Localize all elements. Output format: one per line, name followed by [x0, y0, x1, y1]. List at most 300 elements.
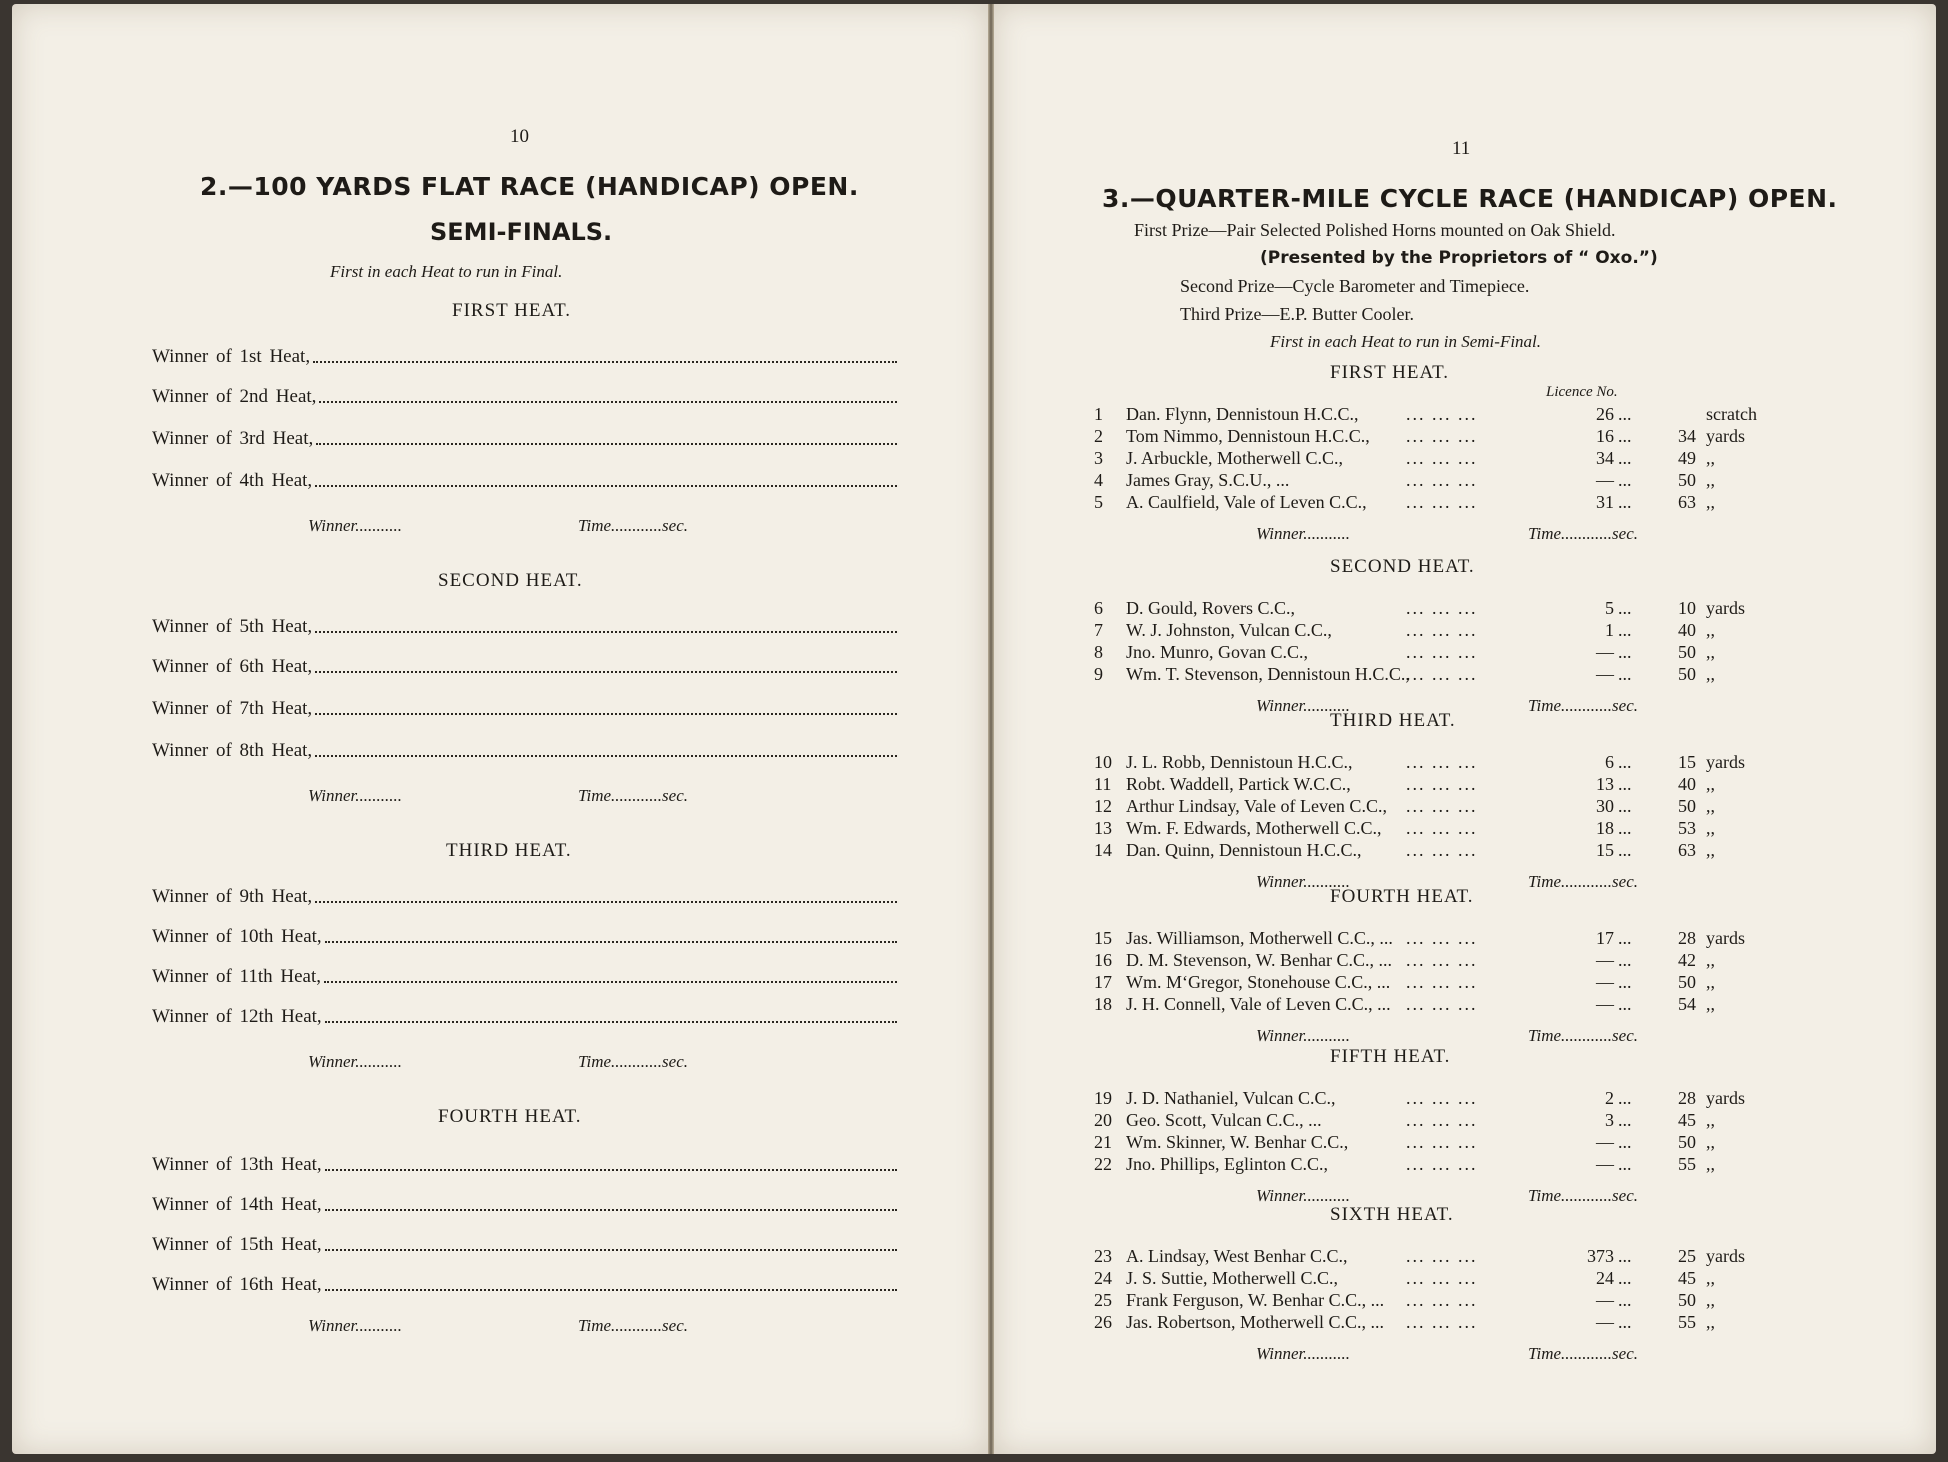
heat-title: SECOND HEAT.: [438, 570, 583, 591]
handicap-yards: 34: [1678, 426, 1696, 446]
fill-in-dots: [325, 1021, 897, 1023]
rider-number: 26: [1094, 1312, 1112, 1332]
rider-row: [1076, 796, 1856, 818]
rider-number: 5: [1094, 492, 1103, 512]
rider-row: [1076, 950, 1856, 972]
rider-name: Wm. M‘Gregor, Stonehouse C.C., ...: [1126, 972, 1391, 992]
rider-row: [1076, 1290, 1856, 1312]
rider-number: 17: [1094, 972, 1112, 992]
handicap-yards: 50: [1678, 470, 1696, 490]
fill-in-dots: [315, 485, 897, 487]
leader-dots: ... ... ...: [1406, 928, 1478, 948]
licence-number: 30: [1596, 796, 1614, 816]
fill-in-dots: [315, 755, 897, 757]
rider-row: [1076, 1132, 1856, 1154]
handicap-yards: 49: [1678, 448, 1696, 468]
page-number: 10: [510, 126, 529, 147]
leader-dots: ...: [1618, 1290, 1632, 1310]
rider-row: [1076, 598, 1856, 620]
rider-name: Jno. Munro, Govan C.C.,: [1126, 642, 1309, 662]
winner-line[interactable]: [152, 962, 897, 988]
rider-name: Arthur Lindsay, Vale of Leven C.C.,: [1126, 796, 1387, 816]
winner-field[interactable]: Winner...........: [1256, 1026, 1350, 1045]
rider-name: Wm. T. Stevenson, Dennistoun H.C.C.,: [1126, 664, 1410, 684]
rider-row: [1076, 404, 1856, 426]
leader-dots: ...: [1618, 470, 1632, 490]
rider-number: 23: [1094, 1246, 1112, 1266]
licence-number: 1: [1605, 620, 1614, 640]
rider-number: 6: [1094, 598, 1103, 618]
rider-row: [1076, 664, 1856, 686]
rider-number: 15: [1094, 928, 1112, 948]
handicap-yards: 25: [1678, 1246, 1696, 1266]
winner-line-label: Winner of 2nd Heat,: [152, 386, 317, 407]
leader-dots: ...: [1618, 818, 1632, 838]
rider-number: 2: [1094, 426, 1103, 446]
handicap-unit: ,,: [1706, 642, 1715, 662]
rider-row: [1076, 492, 1856, 514]
licence-column-header: Licence No.: [1546, 384, 1618, 400]
leader-dots: ...: [1618, 840, 1632, 860]
leader-dots: ... ... ...: [1406, 972, 1478, 992]
handicap-yards: 40: [1678, 774, 1696, 794]
leader-dots: ... ... ...: [1406, 752, 1478, 772]
handicap-unit: yards: [1706, 1088, 1745, 1108]
winner-line-label: Winner of 5th Heat,: [152, 616, 313, 637]
time-field[interactable]: Time............sec.: [1528, 1026, 1639, 1045]
rider-name: Wm. F. Edwards, Motherwell C.C.,: [1126, 818, 1382, 838]
leader-dots: ...: [1618, 774, 1632, 794]
leader-dots: ... ... ...: [1406, 840, 1478, 860]
time-field[interactable]: Time............sec.: [578, 786, 689, 805]
rider-row: [1076, 774, 1856, 796]
leader-dots: ... ... ...: [1406, 774, 1478, 794]
handicap-unit: ,,: [1706, 1312, 1715, 1332]
heat-title: SECOND HEAT.: [1330, 556, 1475, 577]
rider-name: J. D. Nathaniel, Vulcan C.C.,: [1126, 1088, 1336, 1108]
leader-dots: ...: [1618, 1312, 1632, 1332]
winner-line[interactable]: [152, 1002, 897, 1028]
winner-line-label: Winner of 13th Heat,: [152, 1154, 322, 1175]
winner-line-label: Winner of 6th Heat,: [152, 656, 313, 677]
rider-row: [1076, 928, 1856, 950]
handicap-yards: 42: [1678, 950, 1696, 970]
rider-row: [1076, 840, 1856, 862]
rider-number: 1: [1094, 404, 1103, 424]
handicap-yards: 45: [1678, 1268, 1696, 1288]
time-field[interactable]: Time............sec.: [1528, 872, 1639, 891]
winner-line-label: Winner of 4th Heat,: [152, 470, 313, 491]
rider-number: 18: [1094, 994, 1112, 1014]
leader-dots: ...: [1618, 1132, 1632, 1152]
rider-name: Tom Nimmo, Dennistoun H.C.C.,: [1126, 426, 1370, 446]
handicap-unit: ,,: [1706, 796, 1715, 816]
leader-dots: ...: [1618, 972, 1632, 992]
leader-dots: ... ... ...: [1406, 492, 1478, 512]
handicap-unit: ,,: [1706, 1268, 1715, 1288]
winner-line[interactable]: [152, 736, 897, 762]
leader-dots: ... ... ...: [1406, 994, 1478, 1014]
time-field[interactable]: Time............sec.: [1528, 524, 1639, 543]
rider-name: Jno. Phillips, Eglinton C.C.,: [1126, 1154, 1329, 1174]
winner-line-label: Winner of 7th Heat,: [152, 698, 313, 719]
leader-dots: ... ... ...: [1406, 1154, 1478, 1174]
winner-line[interactable]: [152, 1270, 897, 1296]
leader-dots: ...: [1618, 928, 1632, 948]
rider-number: 19: [1094, 1088, 1112, 1108]
leader-dots: ... ... ...: [1406, 470, 1478, 490]
rider-row: [1076, 1088, 1856, 1110]
leader-dots: ... ... ...: [1406, 796, 1478, 816]
winner-line[interactable]: [152, 342, 897, 368]
leader-dots: ... ... ...: [1406, 1110, 1478, 1130]
licence-number: 13: [1596, 774, 1614, 794]
licence-number: —: [1596, 950, 1614, 970]
licence-number: 31: [1596, 492, 1614, 512]
licence-number: —: [1596, 470, 1614, 490]
rider-number: 16: [1094, 950, 1112, 970]
race-subtitle: SEMI-FINALS.: [430, 218, 613, 246]
leader-dots: ...: [1618, 492, 1632, 512]
rider-name: J. H. Connell, Vale of Leven C.C., ...: [1126, 994, 1391, 1014]
handicap-yards: 50: [1678, 664, 1696, 684]
rider-number: 13: [1094, 818, 1112, 838]
handicap-yards: 50: [1678, 1132, 1696, 1152]
rider-name: Wm. Skinner, W. Benhar C.C.,: [1126, 1132, 1349, 1152]
leader-dots: ... ... ...: [1406, 1088, 1478, 1108]
fill-in-dots: [319, 401, 897, 403]
heat-title: FIRST HEAT.: [452, 300, 572, 321]
handicap-yards: 15: [1678, 752, 1696, 772]
rider-number: 24: [1094, 1268, 1112, 1288]
time-field[interactable]: Time............sec.: [1528, 1344, 1639, 1363]
handicap-unit: ,,: [1706, 774, 1715, 794]
page-number: 11: [1452, 138, 1471, 159]
rider-name: Dan. Flynn, Dennistoun H.C.C.,: [1126, 404, 1359, 424]
licence-number: —: [1596, 994, 1614, 1014]
handicap-unit: ,,: [1706, 1132, 1715, 1152]
rider-name: J. Arbuckle, Motherwell C.C.,: [1126, 448, 1343, 468]
heat-title: FOURTH HEAT.: [1330, 886, 1474, 907]
winner-line[interactable]: [152, 882, 897, 908]
handicap-yards: 50: [1678, 796, 1696, 816]
winner-line-label: Winner of 3rd Heat,: [152, 428, 314, 449]
presented-by: (Presented by the Proprietors of “ Oxo.”): [1260, 248, 1658, 268]
leader-dots: ...: [1618, 448, 1632, 468]
leader-dots: ... ... ...: [1406, 1268, 1478, 1288]
handicap-unit: ,,: [1706, 492, 1715, 512]
rider-row: [1076, 448, 1856, 470]
fill-in-dots: [325, 1169, 897, 1171]
winner-line-label: Winner of 12th Heat,: [152, 1006, 322, 1027]
winner-line[interactable]: [152, 694, 897, 720]
heat-title: FOURTH HEAT.: [438, 1106, 582, 1127]
rider-number: 12: [1094, 796, 1112, 816]
handicap-unit: ,,: [1706, 972, 1715, 992]
rider-number: 9: [1094, 664, 1103, 684]
handicap-yards: 28: [1678, 928, 1696, 948]
winner-line[interactable]: [152, 466, 897, 492]
licence-number: —: [1596, 642, 1614, 662]
race-title: 2.—100 YARDS FLAT RACE (HANDICAP) OPEN.: [200, 172, 859, 201]
winner-field[interactable]: Winner...........: [1256, 1186, 1350, 1205]
handicap-unit: ,,: [1706, 1110, 1715, 1130]
handicap-unit: yards: [1706, 598, 1745, 618]
winner-line[interactable]: [152, 652, 897, 678]
heat-title: SIXTH HEAT.: [1330, 1204, 1454, 1225]
winner-field[interactable]: Winner...........: [1256, 872, 1350, 891]
handicap-yards: 63: [1678, 492, 1696, 512]
handicap-unit: ,,: [1706, 994, 1715, 1014]
second-prize: Second Prize—Cycle Barometer and Timepiece.: [1180, 276, 1530, 296]
rider-name: J. L. Robb, Dennistoun H.C.C.,: [1126, 752, 1353, 772]
rider-name: Jas. Robertson, Motherwell C.C., ...: [1126, 1312, 1384, 1332]
race-note: First in each Heat to run in Final.: [330, 262, 563, 281]
rider-number: 3: [1094, 448, 1103, 468]
leader-dots: ...: [1618, 950, 1632, 970]
leader-dots: ... ... ...: [1406, 1290, 1478, 1310]
race-note: First in each Heat to run in Semi-Final.: [1270, 332, 1542, 351]
handicap-unit: yards: [1706, 426, 1745, 446]
leader-dots: ...: [1618, 1110, 1632, 1130]
licence-number: 17: [1596, 928, 1614, 948]
leader-dots: ...: [1618, 1154, 1632, 1174]
handicap-yards: 54: [1678, 994, 1696, 1014]
licence-number: 24: [1596, 1268, 1614, 1288]
winner-field[interactable]: Winner...........: [308, 786, 402, 805]
leader-dots: ... ... ...: [1406, 598, 1478, 618]
rider-number: 20: [1094, 1110, 1112, 1130]
rider-number: 4: [1094, 470, 1103, 490]
leader-dots: ...: [1618, 404, 1632, 424]
licence-number: —: [1596, 1132, 1614, 1152]
rider-number: 10: [1094, 752, 1112, 772]
fill-in-dots: [325, 1209, 897, 1211]
rider-name: Jas. Williamson, Motherwell C.C., ...: [1126, 928, 1393, 948]
rider-row: [1076, 620, 1856, 642]
handicap-unit: ,,: [1706, 1154, 1715, 1174]
licence-number: —: [1596, 972, 1614, 992]
rider-number: 11: [1094, 774, 1112, 794]
winner-field[interactable]: Winner...........: [308, 1316, 402, 1335]
handicap-yards: 10: [1678, 598, 1696, 618]
heat-title: THIRD HEAT.: [446, 840, 572, 861]
winner-line-label: Winner of 10th Heat,: [152, 926, 322, 947]
handicap-yards: 45: [1678, 1110, 1696, 1130]
winner-field[interactable]: Winner...........: [308, 516, 402, 535]
rider-row: [1076, 1312, 1856, 1334]
time-field[interactable]: Time............sec.: [1528, 1186, 1639, 1205]
rider-name: D. Gould, Rovers C.C.,: [1126, 598, 1296, 618]
licence-number: 6: [1605, 752, 1614, 772]
rider-row: [1076, 426, 1856, 448]
rider-name: James Gray, S.C.U., ...: [1126, 470, 1290, 490]
leader-dots: ... ... ...: [1406, 642, 1478, 662]
rider-number: 7: [1094, 620, 1103, 640]
rider-name: Geo. Scott, Vulcan C.C., ...: [1126, 1110, 1322, 1130]
leader-dots: ...: [1618, 994, 1632, 1014]
handicap-yards: 50: [1678, 642, 1696, 662]
rider-row: [1076, 470, 1856, 492]
winner-line-label: Winner of 14th Heat,: [152, 1194, 322, 1215]
heat-title: FIRST HEAT.: [1330, 362, 1450, 383]
time-field[interactable]: Time............sec.: [578, 1316, 689, 1335]
winner-line-label: Winner of 1st Heat,: [152, 346, 311, 367]
winner-field[interactable]: Winner...........: [1256, 524, 1350, 543]
licence-number: 18: [1596, 818, 1614, 838]
handicap-yards: 50: [1678, 1290, 1696, 1310]
booklet-spread: [6, 4, 1942, 1454]
leader-dots: ...: [1618, 1268, 1632, 1288]
handicap-unit: ,,: [1706, 620, 1715, 640]
leader-dots: ...: [1618, 598, 1632, 618]
handicap-unit: ,,: [1706, 840, 1715, 860]
rider-number: 14: [1094, 840, 1112, 860]
winner-line-label: Winner of 16th Heat,: [152, 1274, 322, 1295]
licence-number: 26: [1596, 404, 1614, 424]
leader-dots: ...: [1618, 752, 1632, 772]
fill-in-dots: [325, 1249, 897, 1251]
handicap-unit: yards: [1706, 752, 1745, 772]
fill-in-dots: [315, 671, 897, 673]
leader-dots: ... ... ...: [1406, 818, 1478, 838]
licence-number: 16: [1596, 426, 1614, 446]
left-page: [12, 4, 988, 1454]
handicap-unit: yards: [1706, 928, 1745, 948]
fill-in-dots: [315, 713, 897, 715]
leader-dots: ... ... ...: [1406, 950, 1478, 970]
handicap-unit: ,,: [1706, 1290, 1715, 1310]
leader-dots: ... ... ...: [1406, 1246, 1478, 1266]
race-title: 3.—QUARTER-MILE CYCLE RACE (HANDICAP) OPEN.: [1102, 184, 1838, 213]
rider-name: Frank Ferguson, W. Benhar C.C., ...: [1126, 1290, 1385, 1310]
rider-name: W. J. Johnston, Vulcan C.C.,: [1126, 620, 1332, 640]
licence-number: 15: [1596, 840, 1614, 860]
leader-dots: ... ... ...: [1406, 620, 1478, 640]
winner-line-label: Winner of 11th Heat,: [152, 966, 321, 987]
rider-name: Dan. Quinn, Dennistoun H.C.C.,: [1126, 840, 1362, 860]
leader-dots: ... ... ...: [1406, 664, 1478, 684]
leader-dots: ...: [1618, 1246, 1632, 1266]
right-page: [994, 4, 1936, 1454]
first-prize: First Prize—Pair Selected Polished Horns mounted on Oak Shield.: [1134, 220, 1616, 240]
rider-name: A. Caulfield, Vale of Leven C.C.,: [1126, 492, 1367, 512]
winner-line[interactable]: [152, 1190, 897, 1216]
winner-line-label: Winner of 15th Heat,: [152, 1234, 322, 1255]
licence-number: 2: [1605, 1088, 1614, 1108]
heat-title: THIRD HEAT.: [1330, 710, 1456, 731]
winner-line[interactable]: [152, 922, 897, 948]
rider-name: D. M. Stevenson, W. Benhar C.C., ...: [1126, 950, 1393, 970]
winner-field[interactable]: Winner...........: [1256, 696, 1350, 715]
licence-number: —: [1596, 1312, 1614, 1332]
handicap-yards: 63: [1678, 840, 1696, 860]
time-field[interactable]: Time............sec.: [1528, 696, 1639, 715]
licence-number: —: [1596, 1154, 1614, 1174]
leader-dots: ...: [1618, 620, 1632, 640]
leader-dots: ... ... ...: [1406, 1132, 1478, 1152]
rider-name: A. Lindsay, West Benhar C.C.,: [1126, 1246, 1348, 1266]
rider-row: [1076, 972, 1856, 994]
handicap-unit: ,,: [1706, 470, 1715, 490]
leader-dots: ... ... ...: [1406, 426, 1478, 446]
leader-dots: ...: [1618, 664, 1632, 684]
third-prize: Third Prize—E.P. Butter Cooler.: [1180, 304, 1414, 324]
rider-number: 22: [1094, 1154, 1112, 1174]
fill-in-dots: [325, 1289, 897, 1291]
leader-dots: ... ... ...: [1406, 448, 1478, 468]
licence-number: 373: [1587, 1246, 1614, 1266]
handicap-unit: scratch: [1706, 404, 1757, 424]
winner-line[interactable]: [152, 424, 897, 450]
fill-in-dots: [325, 941, 897, 943]
winner-line-label: Winner of 8th Heat,: [152, 740, 313, 761]
leader-dots: ...: [1618, 1088, 1632, 1108]
winner-line[interactable]: [152, 1150, 897, 1176]
licence-number: —: [1596, 664, 1614, 684]
heat-title: FIFTH HEAT.: [1330, 1046, 1451, 1067]
leader-dots: ...: [1618, 426, 1632, 446]
fill-in-dots: [315, 901, 897, 903]
rider-row: [1076, 818, 1856, 840]
winner-field[interactable]: Winner...........: [1256, 1344, 1350, 1363]
time-field[interactable]: Time............sec.: [578, 516, 689, 535]
winner-line-label: Winner of 9th Heat,: [152, 886, 313, 907]
handicap-unit: ,,: [1706, 448, 1715, 468]
fill-in-dots: [316, 443, 897, 445]
leader-dots: ...: [1618, 642, 1632, 662]
licence-number: 3: [1605, 1110, 1614, 1130]
rider-row: [1076, 752, 1856, 774]
fill-in-dots: [313, 361, 897, 363]
winner-line[interactable]: [152, 382, 897, 408]
winner-field[interactable]: Winner...........: [308, 1052, 402, 1071]
handicap-unit: ,,: [1706, 664, 1715, 684]
rider-name: J. S. Suttie, Motherwell C.C.,: [1126, 1268, 1339, 1288]
fill-in-dots: [315, 631, 897, 633]
handicap-unit: yards: [1706, 1246, 1745, 1266]
rider-row: [1076, 1154, 1856, 1176]
leader-dots: ... ... ...: [1406, 1312, 1478, 1332]
handicap-yards: 50: [1678, 972, 1696, 992]
rider-number: 8: [1094, 642, 1103, 662]
handicap-yards: 55: [1678, 1312, 1696, 1332]
handicap-yards: 40: [1678, 620, 1696, 640]
rider-number: 25: [1094, 1290, 1112, 1310]
rider-row: [1076, 994, 1856, 1016]
fill-in-dots: [324, 981, 897, 983]
leader-dots: ... ... ...: [1406, 404, 1478, 424]
handicap-unit: ,,: [1706, 818, 1715, 838]
rider-number: 21: [1094, 1132, 1112, 1152]
rider-row: [1076, 1246, 1856, 1268]
handicap-yards: 28: [1678, 1088, 1696, 1108]
handicap-yards: 55: [1678, 1154, 1696, 1174]
handicap-unit: ,,: [1706, 950, 1715, 970]
licence-number: 34: [1596, 448, 1614, 468]
licence-number: —: [1596, 1290, 1614, 1310]
rider-row: [1076, 642, 1856, 664]
time-field[interactable]: Time............sec.: [578, 1052, 689, 1071]
winner-line[interactable]: [152, 612, 897, 638]
winner-line[interactable]: [152, 1230, 897, 1256]
rider-row: [1076, 1268, 1856, 1290]
handicap-yards: 53: [1678, 818, 1696, 838]
rider-name: Robt. Waddell, Partick W.C.C.,: [1126, 774, 1351, 794]
licence-number: 5: [1605, 598, 1614, 618]
rider-row: [1076, 1110, 1856, 1132]
leader-dots: ...: [1618, 796, 1632, 816]
